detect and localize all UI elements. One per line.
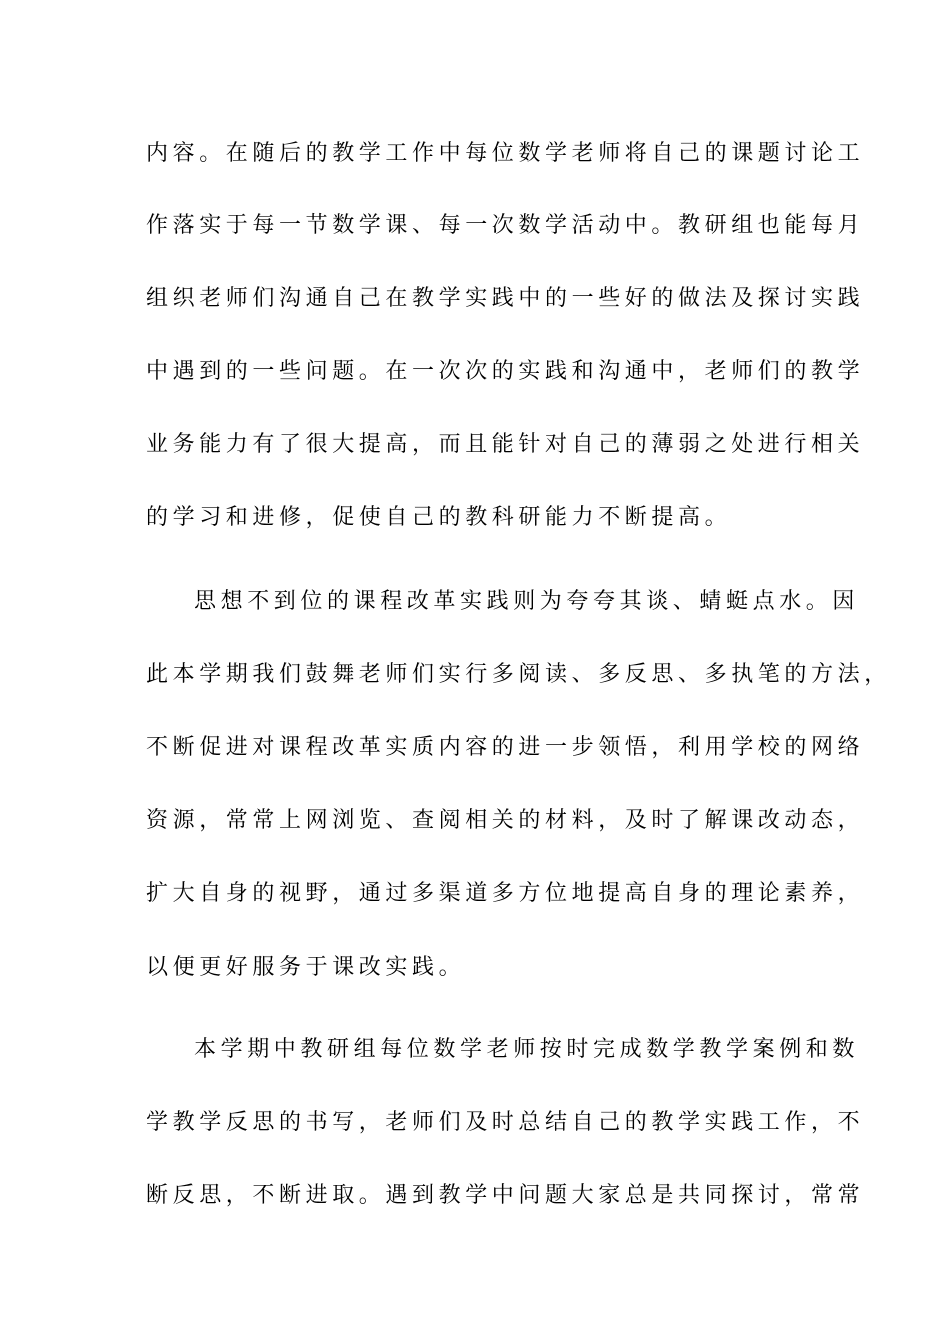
text-line: 不断促进对课程改革实质内容的进一步领悟，利用学校的网络 bbox=[146, 735, 865, 760]
text-line: 扩大自身的视野，通过多渠道多方位地提高自身的理论素养， bbox=[146, 881, 865, 906]
paragraph-first-line: 本学期中教研组每位数学老师按时完成数学教学案例和数 bbox=[194, 1037, 860, 1062]
text-line: 学教学反思的书写，老师们及时总结自己的教学实践工作，不 bbox=[146, 1110, 865, 1135]
text-line: 作落实于每一节数学课、每一次数学活动中。教研组也能每月 bbox=[146, 213, 865, 238]
text-line: 组织老师们沟通自己在教学实践中的一些好的做法及探讨实践 bbox=[146, 286, 865, 311]
text-line: 以便更好服务于课改实践。 bbox=[146, 955, 466, 980]
paragraph-first-line: 思想不到位的课程改革实践则为夸夸其谈、蜻蜓点水。因 bbox=[194, 589, 860, 614]
text-line: 的学习和进修，促使自己的教科研能力不断提高。 bbox=[146, 505, 732, 530]
text-line: 断反思，不断进取。遇到教学中问题大家总是共同探讨，常常 bbox=[146, 1183, 865, 1208]
text-line: 中遇到的一些问题。在一次次的实践和沟通中，老师们的教学 bbox=[146, 359, 865, 384]
text-line: 业务能力有了很大提高，而且能针对自己的薄弱之处进行相关 bbox=[146, 432, 865, 457]
text-line: 内容。在随后的教学工作中每位数学老师将自己的课题讨论工 bbox=[146, 141, 865, 166]
text-line: 资源，常常上网浏览、查阅相关的材料，及时了解课改动态， bbox=[146, 808, 865, 833]
text-line: 此本学期我们鼓舞老师们实行多阅读、多反思、多执笔的方法， bbox=[146, 662, 891, 687]
